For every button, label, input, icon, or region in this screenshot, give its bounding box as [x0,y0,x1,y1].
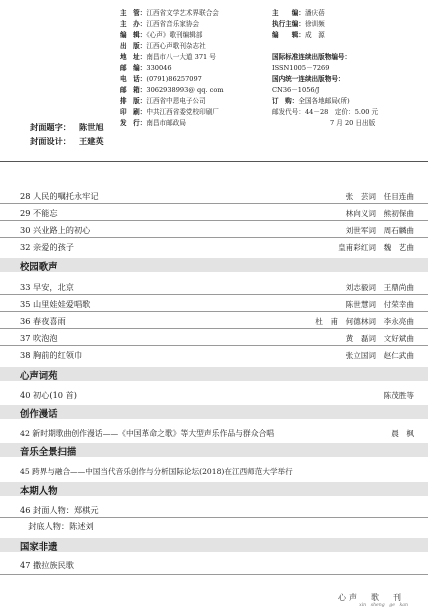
section-band [0,258,428,272]
toc-item-credit: 陈世慧词 付荣幸曲 [345,300,414,309]
toc-item-credit: 皇甫彩红词 魏 艺曲 [338,243,414,252]
toc-item-title: 45 跨界与融合——中国当代音乐创作与分析国际论坛(2018)在江西师范大学举行 [20,467,293,476]
toc-item-credit: 张 芸词 任目连曲 [345,192,414,201]
colophon-chief-editor: 主 编：潘庆蓓 [272,9,325,17]
toc-divider [0,328,428,329]
section-band [0,367,428,381]
toc-top-divider [0,161,428,162]
section-band [0,405,428,419]
colophon-phone: 电 话：(0791)86257097 [120,75,202,83]
toc-divider [0,203,428,204]
toc-item-title: 36 春夜喜雨 [20,316,66,326]
toc-item-title: 封底人物：陈述刘 [20,521,94,531]
colophon-sponsor: 主 办：江西省音乐家协会 [120,20,200,28]
toc-item-title: 28 人民的嘱托永牢记 [20,191,99,201]
colophon-issn-label: 国际标准连续出版物编号： [272,53,352,61]
colophon-issn: ISSN1005－7269 [272,64,330,72]
toc-divider [0,345,428,346]
toc-item-title: 38 胸前的红领巾 [20,350,83,360]
colophon-email: 邮 箱：3062938993@ qq. com [120,86,224,94]
toc-divider [0,294,428,295]
colophon-postal-code: 邮发代号：44－28 定价：5.00 元 [272,108,379,116]
colophon-pub-date: 7 月 20 日出版 [330,119,376,127]
toc-divider [0,237,428,238]
toc-item-credit: 张立国词 赵仁武曲 [345,351,414,360]
colophon-publisher: 出 版：江西心声歌刊杂志社 [120,42,206,50]
section-band [0,482,428,496]
colophon-editor-org: 编 辑：《心声》歌刊编辑部 [120,31,203,39]
section-heading-essay: 创作漫话 [20,409,58,420]
colophon-cn: CN36－1056/J [272,86,320,94]
toc-item-title: 33 早安，北京 [20,282,74,292]
cover-calligraphy-credit: 封面题字： 陈世旭 [30,122,104,132]
toc-item-title: 46 封面人物：郑棋元 [20,505,99,515]
section-heading-heritage: 国家非遗 [20,542,58,553]
section-heading-lyrics: 心声词苑 [20,371,58,382]
colophon-order: 订 购：全国各地邮局(所) [272,97,350,105]
toc-divider [0,220,428,221]
toc-item-title: 37 吹泡泡 [20,333,58,343]
toc-item-title: 29 不能忘 [20,208,58,218]
toc-item-title: 40 初心(10 首) [20,390,77,400]
toc-item-title: 42 新时期歌曲创作漫话——《中国革命之歌》等大型声乐作品与群众合唱 [20,429,275,438]
toc-item-title: 32 亲爱的孩子 [20,242,74,252]
toc-item-credit: 刘志毅词 王鼎尚曲 [345,283,414,292]
colophon-editor: 编 辑：成 源 [272,31,325,39]
toc-divider [0,517,428,518]
colophon-exec-editor: 执行主编：徐训频 [272,20,325,28]
colophon-typesetting: 排 版：江西省中恩电子公司 [120,97,206,105]
section-heading-people: 本期人物 [20,486,58,497]
colophon-printer: 印 刷：中共江西省委党校印刷厂 [120,108,219,116]
colophon-supervisor: 主 管：江西省文学艺术界联合会 [120,9,219,17]
toc-item-title: 35 山里娃娃爱唱歌 [20,299,91,309]
colophon-postcode: 邮 编：330046 [120,64,172,72]
section-heading-music-panorama: 音乐全景扫描 [20,447,77,458]
toc-item-credit: 刘世军词 周石麟曲 [345,226,414,235]
toc-divider [0,574,428,575]
cover-design-credit: 封面设计： 王建英 [30,136,104,146]
toc-item-credit: 黄 磊词 文好斌曲 [345,334,414,343]
toc-item-credit: 陈茂胜等 [383,391,414,400]
colophon-distribution: 发 行：南昌市邮政局 [120,119,186,127]
magazine-logo-pinyin: xin sheng ge kan [359,603,408,608]
toc-item-title: 30 兴业路上的初心 [20,225,91,235]
magazine-logo: 心声 歌 刊 [338,593,404,602]
toc-item-credit: 林向义词 熊初保曲 [345,209,414,218]
section-heading-campus: 校园歌声 [20,262,58,273]
toc-item-credit: 晨 枫 [391,429,414,438]
section-band [0,538,428,552]
toc-item-title: 47 撒拉族民歌 [20,560,74,570]
toc-divider [0,311,428,312]
colophon-cn-label: 国内统一连续出版物号： [272,75,345,83]
toc-item-credit: 杜 甫 何德林词 李永亮曲 [315,317,414,326]
colophon-address: 地 址：南昌市八一大道 371 号 [120,53,216,61]
